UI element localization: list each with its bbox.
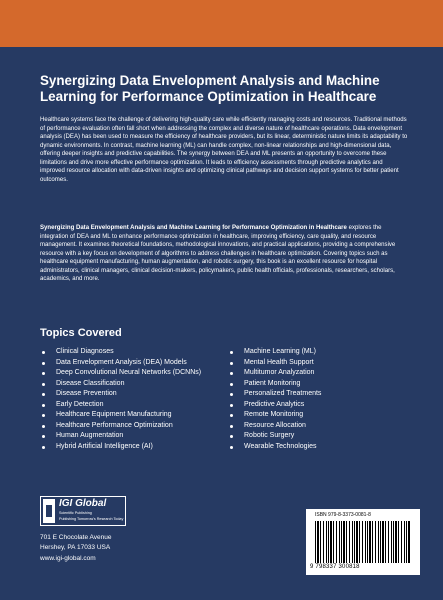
address-street: 701 E Chocolate Avenue [40, 534, 112, 541]
paragraph-2-bold-title: Synergizing Data Envelopment Analysis and Machine Learning for Performance Optimization in Healthcare [40, 225, 347, 231]
list-item: Wearable Technologies [230, 442, 321, 453]
paragraph-2-body: explores the integration of DEA and ML to enhance performance optimization in healthcare, improving efficiency, care quality, and resource management. It examines theoretical foundations, methodological innovations, and practical applications, providing a comprehensive resource with a key focus on development of algorithms to address challenges in healthcare optimization. Covering topics such as healthcare equipment manufacturing, human augmentation, and robotic surgery, this book is an excellent resource for hospital administrators, clinical managers, clinical decision-makers, policymakers, public health officials, professionals, researchers, scholars, academics, and more. [40, 225, 396, 283]
title-line-2: Learning for Performance Optimization in Healthcare [40, 89, 377, 104]
list-item: Patient Monitoring [230, 379, 321, 390]
list-item: Human Augmentation [42, 431, 201, 442]
logo-tagline-1: Scientific Publishing [59, 511, 92, 515]
list-item: Disease Classification [42, 379, 201, 390]
isbn-barcode [306, 509, 420, 575]
list-item: Clinical Diagnoses [42, 347, 201, 358]
list-item: Healthcare Performance Optimization [42, 421, 201, 432]
list-item: Data Envelopment Analysis (DEA) Models [42, 358, 201, 369]
list-item: Resource Allocation [230, 421, 321, 432]
description-paragraph-2 [40, 224, 408, 284]
list-item: Machine Learning (ML) [230, 347, 321, 358]
top-color-band [0, 0, 443, 47]
logo-name: IGI Global [59, 498, 107, 509]
list-item: Deep Convolutional Neural Networks (DCNNs) [42, 368, 201, 379]
book-title [40, 73, 410, 105]
list-item: Early Detection [42, 400, 201, 411]
list-item: Personalized Treatments [230, 389, 321, 400]
list-item: Predictive Analytics [230, 400, 321, 411]
publisher-address [40, 533, 111, 564]
barcode-number: 9 798337 300818 [310, 564, 360, 570]
topics-list-right [230, 347, 321, 452]
description-paragraph-1: Healthcare systems face the challenge of delivering high-quality care while efficiently managing costs and resources. Traditional methods of performance evaluation often fall short when addressing the complex and diverse nature of healthcare operations. Data envelopment analysis (DEA) has been used to measure the efficiency of healthcare providers, but its linear, deterministic nature limits its adaptability to dynamic environments. In contrast, machine learning (ML) can handle complex, non-linear relationships and high-dimensional data, offering deeper insights and predictive capabilities. The synergy between DEA and ML presents an opportunity to overcome these limitations and drive more effective performance optimization. It leads to efficiency assessments through predictive analytics and improved resource allocation with data-driven insights and optimizing clinical pathways and decision support systems for better patient outcomes. [40, 117, 408, 183]
topics-heading: Topics Covered [40, 327, 122, 339]
address-city: Hershey, PA 17033 USA [40, 544, 111, 552]
barcode-bars [315, 521, 411, 563]
title-line-1: Synergizing Data Envelopment Analysis and Machine [40, 73, 380, 88]
list-item: Hybrid Artificial Intelligence (AI) [42, 442, 201, 453]
logo-mark-icon [43, 499, 55, 523]
publisher-logo [40, 496, 126, 526]
list-item: Mental Health Support [230, 358, 321, 369]
topics-list-left [42, 347, 201, 452]
publisher-website: www.igi-global.com [40, 554, 96, 562]
list-item: Disease Prevention [42, 389, 201, 400]
list-item: Robotic Surgery [230, 431, 321, 442]
list-item: Healthcare Equipment Manufacturing [42, 410, 201, 421]
list-item: Remote Monitoring [230, 410, 321, 421]
logo-tagline-2: Publishing Tomorrow's Research Today [59, 517, 124, 521]
isbn-label: ISBN 979-8-3373-0081-8 [315, 512, 371, 518]
list-item: Multitumor Analyzation [230, 368, 321, 379]
